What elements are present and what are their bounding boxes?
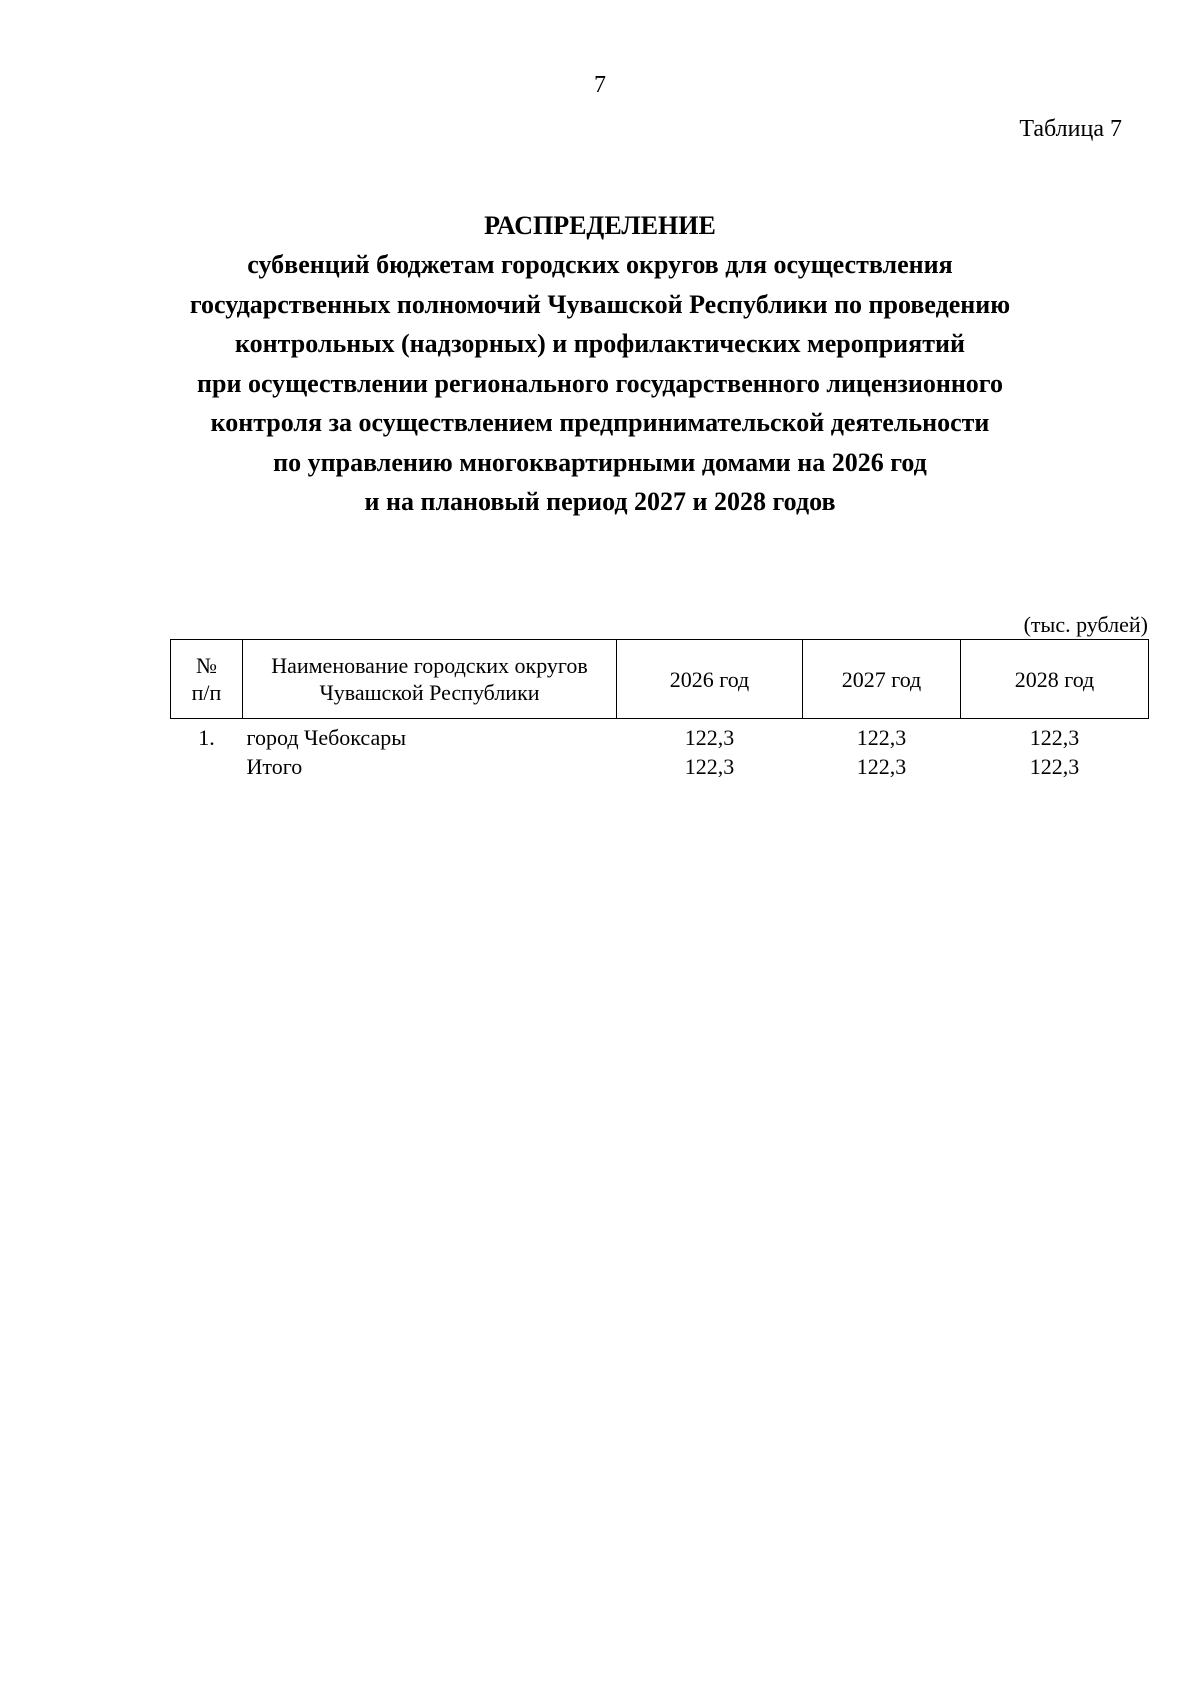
row-name: город Чебоксары (246, 725, 407, 750)
table-label: Таблица 7 (1019, 116, 1122, 142)
total-value-2028: 122,3 (1029, 754, 1080, 779)
units-note: (тыс. рублей) (1023, 612, 1148, 637)
header-2027: 2027 год (803, 640, 961, 719)
heading-line: и на плановый период 2027 и 2028 годов (364, 487, 836, 516)
row-number: 1. (198, 725, 215, 750)
header-name (243, 640, 617, 719)
header-name-line2: Чувашской Республики (319, 680, 540, 705)
document-heading (100, 207, 1100, 522)
header-2026: 2026 год (617, 640, 803, 719)
heading-title: РАСПРЕДЕЛЕНИЕ (484, 211, 716, 240)
total-label: Итого (246, 754, 303, 779)
heading-line: при осуществлении регионального государственного лицензионного (197, 368, 1003, 398)
total-value-2026: 122,3 (684, 754, 735, 779)
header-name-line1: Наименование городских округов (271, 653, 588, 678)
row-value-2028: 122,3 (1029, 725, 1080, 750)
header-number-line1: № (196, 653, 217, 678)
heading-line: контроля за осуществлением предпринимательской деятельности (210, 408, 990, 437)
page-number: 7 (594, 72, 606, 98)
total-number-empty (171, 752, 243, 781)
row-value-2027: 122,3 (856, 725, 907, 750)
row-value-2026: 122,3 (684, 725, 735, 750)
total-row (171, 752, 1149, 781)
heading-line: контрольных (надзорных) и профилактических мероприятий (235, 329, 965, 358)
table-header-row (171, 640, 1149, 719)
heading-line: государственных полномочий Чувашской Республики по проведению (189, 289, 1011, 319)
heading-line: по управлению многоквартирными домами на 2026 год (273, 447, 927, 477)
header-number (171, 640, 243, 719)
distribution-table (170, 639, 1149, 781)
heading-line: субвенций бюджетам городских округов для осуществления (247, 250, 953, 279)
header-2028: 2028 год (961, 640, 1149, 719)
header-number-line2: п/п (191, 680, 222, 705)
table-row (171, 719, 1149, 753)
total-value-2027: 122,3 (856, 754, 907, 779)
